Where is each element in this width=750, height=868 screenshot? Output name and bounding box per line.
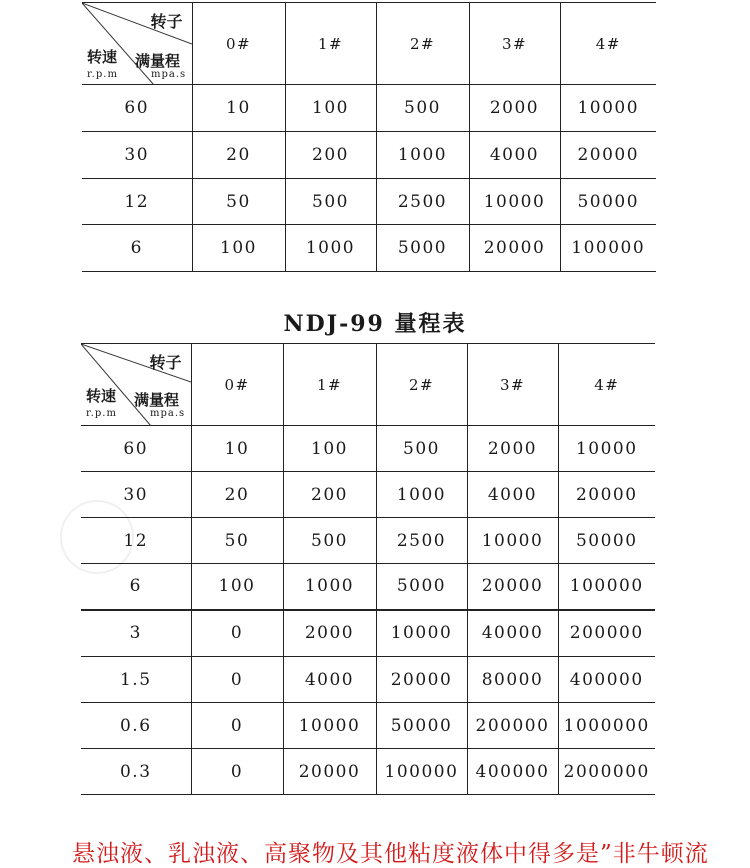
value-cell: 20000 — [560, 132, 656, 179]
corner-rotor-label: 转子 — [149, 353, 182, 372]
speed-cell: 12 — [81, 518, 191, 564]
value-cell: 50 — [191, 518, 283, 564]
value-cell: 10 — [191, 426, 283, 472]
value-cell: 2500 — [376, 179, 469, 225]
corner-speed-label: 转速 — [86, 387, 117, 405]
speed-cell: 30 — [82, 132, 192, 179]
speed-cell: 30 — [81, 472, 191, 518]
value-cell: 100 — [285, 85, 376, 132]
table-row — [81, 564, 655, 610]
rotor-header-1: 1# — [283, 344, 376, 426]
speed-cell: 6 — [82, 225, 192, 272]
value-cell: 4000 — [283, 657, 376, 703]
value-cell: 10000 — [469, 179, 560, 225]
value-cell: 500 — [376, 85, 469, 132]
value-cell: 10000 — [283, 703, 376, 749]
value-cell: 100000 — [560, 225, 656, 272]
value-cell: 10000 — [376, 610, 467, 657]
corner-range-label: 满量程 — [135, 52, 181, 70]
value-cell: 1000 — [283, 564, 376, 610]
value-cell: 20000 — [558, 472, 655, 518]
table-row — [81, 703, 655, 749]
corner-speed-label: 转速 — [87, 48, 118, 66]
value-cell: 500 — [283, 518, 376, 564]
table-2-title: NDJ-99 量程表 — [283, 311, 467, 337]
value-cell: 50000 — [560, 179, 656, 225]
corner-rotor-label: 转子 — [150, 12, 183, 31]
table-row — [82, 179, 656, 225]
range-table-1 — [82, 2, 656, 272]
value-cell: 200 — [283, 472, 376, 518]
table-row — [81, 426, 655, 472]
speed-cell: 6 — [81, 564, 191, 610]
value-cell: 10000 — [467, 518, 558, 564]
rotor-header-4: 4# — [560, 3, 656, 85]
value-cell: 200000 — [558, 610, 655, 657]
value-cell: 2000 — [283, 610, 376, 657]
value-cell: 50000 — [558, 518, 655, 564]
value-cell: 4000 — [469, 132, 560, 179]
speed-cell: 12 — [82, 179, 192, 225]
corner-mpa-unit: mpa.s — [150, 408, 186, 419]
value-cell: 1000 — [376, 132, 469, 179]
value-cell: 10 — [192, 85, 285, 132]
value-cell: 100000 — [558, 564, 655, 610]
speed-cell: 0.6 — [81, 703, 191, 749]
corner-header-cell — [82, 3, 192, 85]
value-cell: 20000 — [283, 749, 376, 795]
value-cell: 2000000 — [558, 749, 655, 795]
table-row — [81, 472, 655, 518]
value-cell: 1000000 — [558, 703, 655, 749]
rotor-header-3: 3# — [469, 3, 560, 85]
value-cell: 500 — [285, 179, 376, 225]
rotor-header-0: 0# — [192, 3, 285, 85]
corner-mpa-unit: mpa.s — [151, 69, 187, 80]
rotor-header-1: 1# — [285, 3, 376, 85]
value-cell: 0 — [191, 657, 283, 703]
speed-cell: 60 — [82, 85, 192, 132]
value-cell: 20000 — [469, 225, 560, 272]
value-cell: 100000 — [376, 749, 467, 795]
value-cell: 2000 — [469, 85, 560, 132]
table-row — [82, 85, 656, 132]
table-row — [82, 225, 656, 272]
table-header-row — [82, 3, 656, 85]
table-row — [81, 518, 655, 564]
value-cell: 5000 — [376, 564, 467, 610]
value-cell: 100 — [192, 225, 285, 272]
rotor-header-0: 0# — [191, 344, 283, 426]
rotor-header-2: 2# — [376, 3, 469, 85]
speed-cell: 60 — [81, 426, 191, 472]
value-cell: 4000 — [467, 472, 558, 518]
table-row — [81, 610, 655, 657]
value-cell: 2500 — [376, 518, 467, 564]
value-cell: 200 — [285, 132, 376, 179]
table-row — [81, 749, 655, 795]
corner-header-cell — [81, 344, 191, 426]
speed-cell: 1.5 — [81, 657, 191, 703]
value-cell: 10000 — [558, 426, 655, 472]
value-cell: 20 — [192, 132, 285, 179]
table-row — [82, 132, 656, 179]
value-cell: 0 — [191, 610, 283, 657]
value-cell: 0 — [191, 749, 283, 795]
value-cell: 200000 — [467, 703, 558, 749]
value-cell: 40000 — [467, 610, 558, 657]
value-cell: 1000 — [376, 472, 467, 518]
rotor-header-4: 4# — [558, 344, 655, 426]
value-cell: 50000 — [376, 703, 467, 749]
rotor-header-2: 2# — [376, 344, 467, 426]
value-cell: 5000 — [376, 225, 469, 272]
value-cell: 0 — [191, 703, 283, 749]
corner-range-label: 满量程 — [134, 391, 180, 409]
value-cell: 500 — [376, 426, 467, 472]
value-cell: 100 — [283, 426, 376, 472]
table-header-row — [81, 344, 655, 426]
value-cell: 80000 — [467, 657, 558, 703]
value-cell: 10000 — [560, 85, 656, 132]
value-cell: 20 — [191, 472, 283, 518]
corner-rpm-unit: r.p.m — [86, 408, 117, 419]
table-row — [81, 657, 655, 703]
value-cell: 400000 — [467, 749, 558, 795]
rotor-header-3: 3# — [467, 344, 558, 426]
value-cell: 100 — [191, 564, 283, 610]
value-cell: 20000 — [376, 657, 467, 703]
value-cell: 1000 — [285, 225, 376, 272]
value-cell: 2000 — [467, 426, 558, 472]
footer-note: 悬浊液、乳浊液、高聚物及其他粘度液体中得多是”非牛顿流 — [72, 841, 709, 867]
speed-cell: 3 — [81, 610, 191, 657]
value-cell: 400000 — [558, 657, 655, 703]
value-cell: 20000 — [467, 564, 558, 610]
range-table-2 — [81, 343, 655, 795]
corner-rpm-unit: r.p.m — [87, 69, 118, 80]
value-cell: 50 — [192, 179, 285, 225]
speed-cell: 0.3 — [81, 749, 191, 795]
